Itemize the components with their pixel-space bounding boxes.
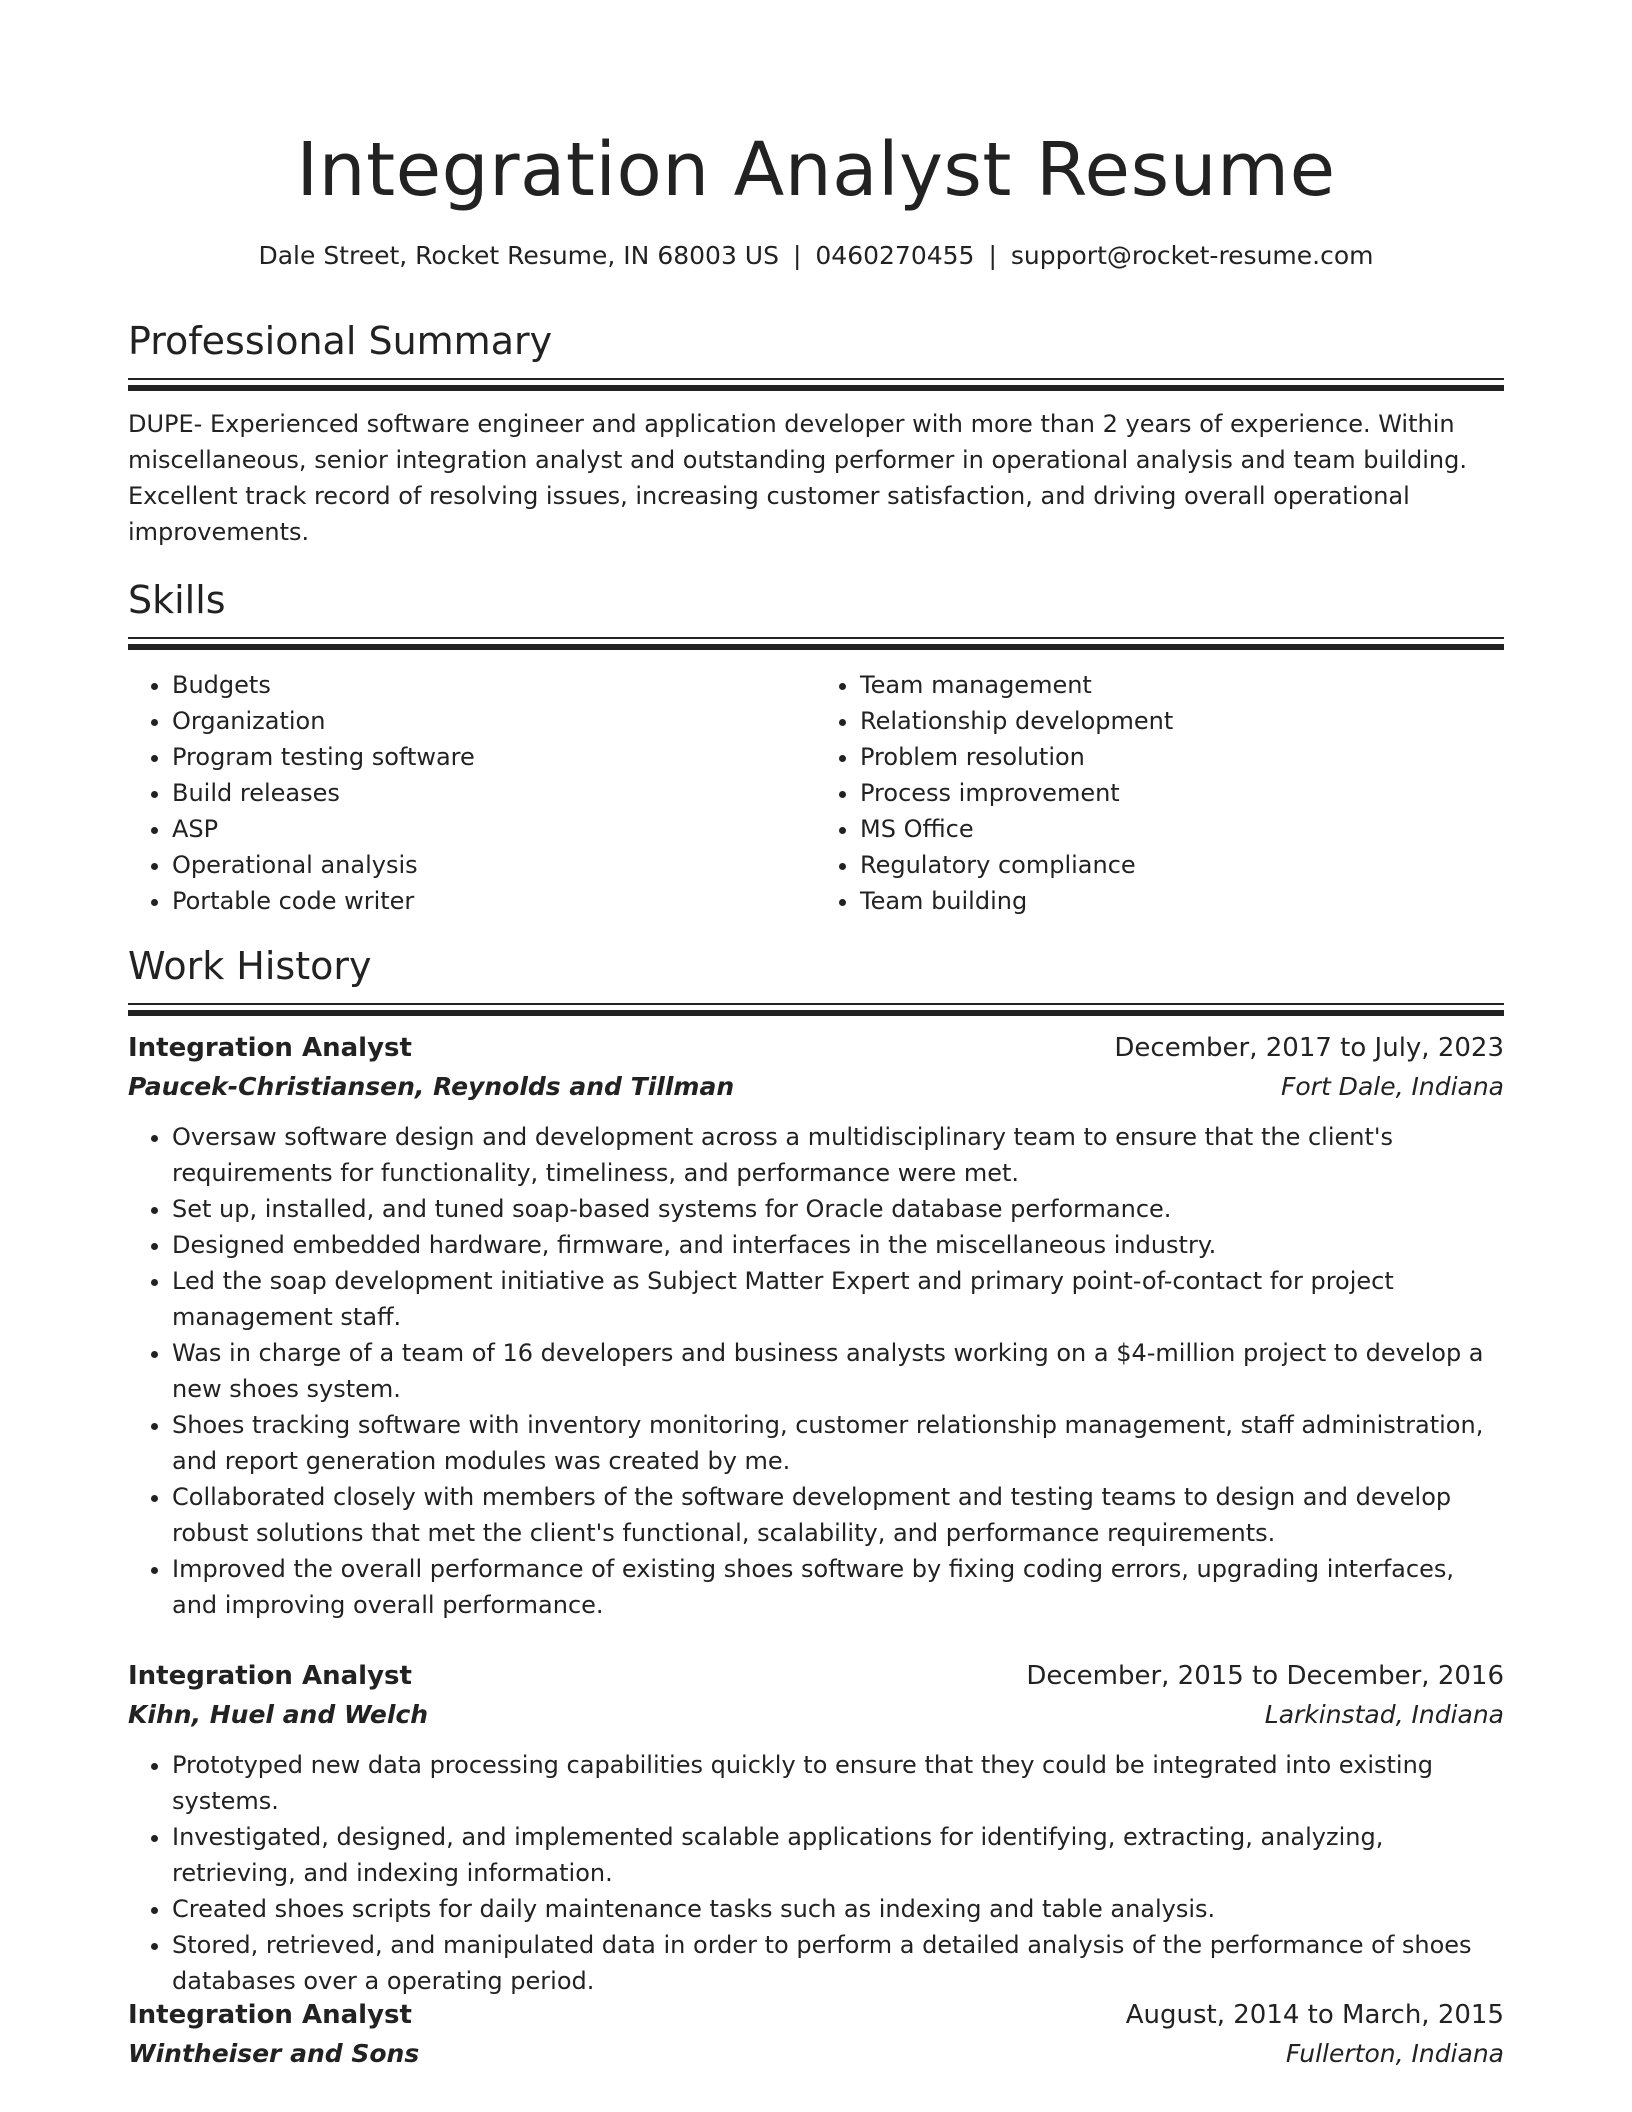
section-divider bbox=[128, 637, 1504, 651]
job-bullet: • Set up, installed, and tuned soap-based systems for Oracle database performance. bbox=[172, 1191, 1504, 1227]
contact-line bbox=[128, 238, 1504, 274]
job-bullet: • Oversaw software design and development across a multidisciplinary team to ensure that the client's requirements for functionality, timeliness, and performance were met. bbox=[172, 1119, 1504, 1191]
job-entry bbox=[128, 1657, 1504, 1999]
skill-item: • Portable code writer bbox=[172, 883, 816, 919]
job-bullet: • Stored, retrieved, and manipulated data in order to perform a detailed analysis of the performance of shoes databases over a operating period. bbox=[172, 1927, 1504, 1999]
job-bullet: • Investigated, designed, and implemented scalable applications for identifying, extracting, analyzing, retrieving, and indexing information. bbox=[172, 1819, 1504, 1891]
job-bullet: • Prototyped new data processing capabilities quickly to ensure that they could be integrated into existing systems. bbox=[172, 1747, 1504, 1819]
skills-section bbox=[128, 575, 1504, 919]
job-entry bbox=[128, 1029, 1504, 1623]
skill-item: • Regulatory compliance bbox=[860, 847, 1504, 883]
job-bullets bbox=[128, 1747, 1504, 1999]
skill-item: • Process improvement bbox=[860, 775, 1504, 811]
skills-heading: Skills bbox=[128, 578, 226, 622]
job-location: Fort Dale, Indiana bbox=[1280, 1072, 1504, 1101]
job-entry bbox=[128, 1996, 1504, 2074]
job-bullet: • Shoes tracking software with inventory monitoring, customer relationship management, staff administration, and report generation modules was created by me. bbox=[172, 1407, 1504, 1479]
job-title: Integration Analyst bbox=[128, 1661, 412, 1691]
skill-item: • Team management bbox=[860, 667, 1504, 703]
skill-item: • Budgets bbox=[172, 667, 816, 703]
job-header-row bbox=[128, 1996, 1504, 2034]
job-company: Wintheiser and Sons bbox=[128, 2039, 420, 2068]
section-divider bbox=[128, 378, 1504, 392]
section-divider bbox=[128, 1003, 1504, 1017]
job-location: Fullerton, Indiana bbox=[1285, 2039, 1504, 2068]
skill-item: • Program testing software bbox=[172, 739, 816, 775]
job-bullets bbox=[128, 1119, 1504, 1623]
work-history-heading: Work History bbox=[128, 944, 372, 988]
contact-address: Dale Street, Rocket Resume, IN 68003 US bbox=[258, 241, 779, 270]
skill-item: • MS Office bbox=[860, 811, 1504, 847]
work-history-section bbox=[128, 941, 1504, 1017]
job-dates: December, 2015 to December, 2016 bbox=[1026, 1661, 1504, 1691]
job-company-row bbox=[128, 1695, 1504, 1735]
job-company-row bbox=[128, 1067, 1504, 1107]
contact-phone: 0460270455 bbox=[815, 241, 975, 270]
skills-list-right bbox=[816, 667, 1504, 919]
contact-separator: | bbox=[988, 241, 997, 270]
summary-heading: Professional Summary bbox=[128, 319, 553, 363]
job-bullet: • Created shoes scripts for daily maintenance tasks such as indexing and table analysis. bbox=[172, 1891, 1504, 1927]
summary-section bbox=[128, 316, 1504, 550]
job-title: Integration Analyst bbox=[128, 1033, 412, 1063]
contact-email[interactable]: support@rocket-resume.com bbox=[1010, 241, 1374, 270]
job-location: Larkinstad, Indiana bbox=[1264, 1700, 1504, 1729]
job-dates: August, 2014 to March, 2015 bbox=[1125, 2000, 1504, 2030]
job-title: Integration Analyst bbox=[128, 2000, 412, 2030]
skill-item: • Operational analysis bbox=[172, 847, 816, 883]
skill-item: • Build releases bbox=[172, 775, 816, 811]
skills-list-left bbox=[128, 667, 816, 919]
job-bullet: • Was in charge of a team of 16 developers and business analysts working on a $4-million project to develop a new shoes system. bbox=[172, 1335, 1504, 1407]
job-bullet: • Improved the overall performance of existing shoes software by fixing coding errors, upgrading interfaces, and improving overall performance. bbox=[172, 1551, 1504, 1623]
job-company: Kihn, Huel and Welch bbox=[128, 1700, 429, 1729]
job-bullet: • Designed embedded hardware, firmware, and interfaces in the miscellaneous industry. bbox=[172, 1227, 1504, 1263]
job-company-row bbox=[128, 2034, 1504, 2074]
job-bullet: • Led the soap development initiative as Subject Matter Expert and primary point-of-contact for project management staff. bbox=[172, 1263, 1504, 1335]
skill-item: • Team building bbox=[860, 883, 1504, 919]
job-header-row bbox=[128, 1029, 1504, 1067]
contact-separator: | bbox=[792, 241, 802, 270]
job-bullet: • Collaborated closely with members of the software development and testing teams to design and develop robust solutions that met the client's functional, scalability, and performance requirements. bbox=[172, 1479, 1504, 1551]
resume-title: Integration Analyst Resume bbox=[296, 127, 1336, 213]
job-header-row bbox=[128, 1657, 1504, 1695]
skills-columns bbox=[128, 667, 1504, 919]
skill-item: • Relationship development bbox=[860, 703, 1504, 739]
skill-item: • Problem resolution bbox=[860, 739, 1504, 775]
skill-item: • ASP bbox=[172, 811, 816, 847]
job-company: Paucek-Christiansen, Reynolds and Tillman bbox=[128, 1072, 735, 1101]
skill-item: • Organization bbox=[172, 703, 816, 739]
job-dates: December, 2017 to July, 2023 bbox=[1114, 1033, 1504, 1063]
summary-text: DUPE- Experienced software engineer and application developer with more than 2 years of experience. Within miscellaneous, senior integration analyst and outstanding performer in operational analysis and team building. Excellent track record of resolving issues, increasing customer satisfaction, and driving overall operational improvements. bbox=[128, 410, 1467, 546]
